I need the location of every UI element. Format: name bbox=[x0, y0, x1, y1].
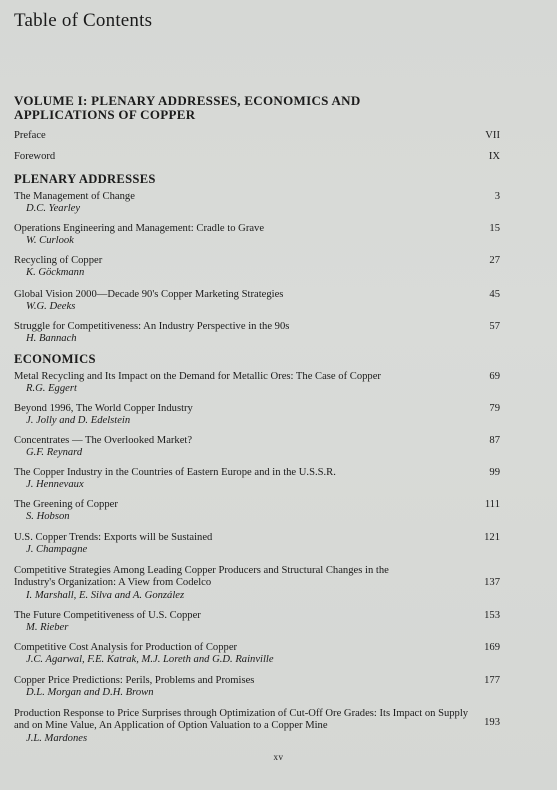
entry-authors: M. Rieber bbox=[26, 622, 69, 634]
entry-authors: R.G. Eggert bbox=[26, 383, 77, 395]
entry-authors: S. Hobson bbox=[26, 511, 70, 523]
entry-authors: H. Bannach bbox=[26, 333, 77, 345]
volume-heading: VOLUME I: PLENARY ADDRESSES, ECONOMICS AND APPLICATIONS OF COPPER bbox=[14, 93, 361, 122]
entry-page: 99 bbox=[489, 467, 500, 478]
toc-entry bbox=[14, 565, 500, 602]
entry-authors: W. Curlook bbox=[26, 235, 74, 247]
entry-authors: J. Champagne bbox=[26, 544, 88, 556]
entry-page: 137 bbox=[484, 577, 500, 588]
entry-title: U.S. Copper Trends: Exports will be Sustained bbox=[14, 532, 213, 543]
entry-authors: J. Hennevaux bbox=[26, 479, 84, 491]
entry-title: Beyond 1996, The World Copper Industry bbox=[14, 403, 193, 414]
toc-entry bbox=[14, 435, 500, 460]
entry-page: 193 bbox=[484, 717, 500, 728]
entry-title: Copper Price Predictions: Perils, Problems and Promises bbox=[14, 675, 255, 686]
entry-authors: I. Marshall, E. Silva and A. González bbox=[26, 589, 185, 601]
entry-authors: J. Jolly and D. Edelstein bbox=[26, 415, 131, 427]
toc-entry bbox=[14, 321, 500, 346]
entry-page: IX bbox=[488, 151, 500, 162]
entry-title: Operations Engineering and Management: Cradle to Grave bbox=[14, 223, 265, 234]
toc-entry bbox=[14, 708, 500, 745]
entry-page: 79 bbox=[489, 403, 500, 414]
toc-entry bbox=[14, 675, 500, 700]
entry-page: 15 bbox=[489, 223, 500, 234]
entry-page: VII bbox=[485, 130, 500, 141]
entry-title: Production Response to Price Surprises through Optimization of Cut-Off Ore Grades: Its Impact on Supply and on Mine Value, An Application of Option Valuation to a Copper Mine bbox=[14, 708, 469, 732]
entry-page: 121 bbox=[484, 532, 500, 543]
entry-page: 87 bbox=[489, 435, 500, 446]
section-heading-economics: ECONOMICS bbox=[14, 352, 96, 366]
entry-authors: K. Göckmann bbox=[26, 267, 85, 279]
toc-entry bbox=[14, 403, 500, 428]
toc-entry bbox=[14, 532, 500, 557]
entry-title: Foreword bbox=[14, 151, 56, 162]
entry-authors: D.C. Yearley bbox=[26, 203, 81, 215]
entry-title: Concentrates — The Overlooked Market? bbox=[14, 435, 193, 446]
toc-entry bbox=[14, 642, 500, 667]
entry-title: Preface bbox=[14, 130, 46, 141]
entry-title: Competitive Strategies Among Leading Copper Producers and Structural Changes in the Industry's Organization: A View from Codelco bbox=[14, 565, 389, 589]
entry-title: The Future Competitiveness of U.S. Copper bbox=[14, 610, 201, 621]
entry-page: 69 bbox=[489, 371, 500, 382]
entry-title: Struggle for Competitiveness: An Industry Perspective in the 90s bbox=[14, 321, 290, 332]
entry-page: 27 bbox=[489, 255, 500, 266]
entry-title: The Greening of Copper bbox=[14, 499, 118, 510]
entry-page: 3 bbox=[494, 191, 500, 202]
entry-title: The Copper Industry in the Countries of Eastern Europe and in the U.S.S.R. bbox=[14, 467, 336, 478]
entry-page: 177 bbox=[484, 675, 500, 686]
entry-title: Competitive Cost Analysis for Production of Copper bbox=[14, 642, 238, 653]
entry-page: 169 bbox=[484, 642, 500, 653]
toc-entry bbox=[14, 191, 500, 216]
entry-title: Global Vision 2000—Decade 90's Copper Marketing Strategies bbox=[14, 289, 284, 300]
entry-page: 57 bbox=[489, 321, 500, 332]
entry-authors: J.L. Mardones bbox=[26, 732, 88, 744]
entry-page: 153 bbox=[484, 610, 500, 621]
page-number-footer: xv bbox=[273, 752, 284, 762]
toc-entry bbox=[14, 255, 500, 280]
entry-title: Recycling of Copper bbox=[14, 255, 103, 266]
toc-entry bbox=[14, 499, 500, 524]
entry-page: 111 bbox=[484, 499, 500, 510]
entry-authors: G.F. Reynard bbox=[26, 447, 83, 459]
toc-entry-preface bbox=[14, 130, 500, 142]
toc-entry bbox=[14, 371, 500, 396]
entry-authors: W.G. Deeks bbox=[26, 301, 76, 313]
toc-entry bbox=[14, 467, 500, 492]
toc-entry bbox=[14, 610, 500, 635]
entry-title: The Management of Change bbox=[14, 191, 135, 202]
section-heading-plenary: PLENARY ADDRESSES bbox=[14, 172, 156, 186]
toc-entry-foreword bbox=[14, 151, 500, 163]
toc-entry bbox=[14, 289, 500, 314]
entry-authors: D.L. Morgan and D.H. Brown bbox=[26, 687, 154, 699]
entry-page: 45 bbox=[489, 289, 500, 300]
toc-entry bbox=[14, 223, 500, 248]
entry-title: Metal Recycling and Its Impact on the Demand for Metallic Ores: The Case of Copper bbox=[14, 371, 381, 382]
page-title: Table of Contents bbox=[14, 10, 153, 31]
entry-authors: J.C. Agarwal, F.E. Katrak, M.J. Loreth and G.D. Rainville bbox=[26, 654, 274, 666]
